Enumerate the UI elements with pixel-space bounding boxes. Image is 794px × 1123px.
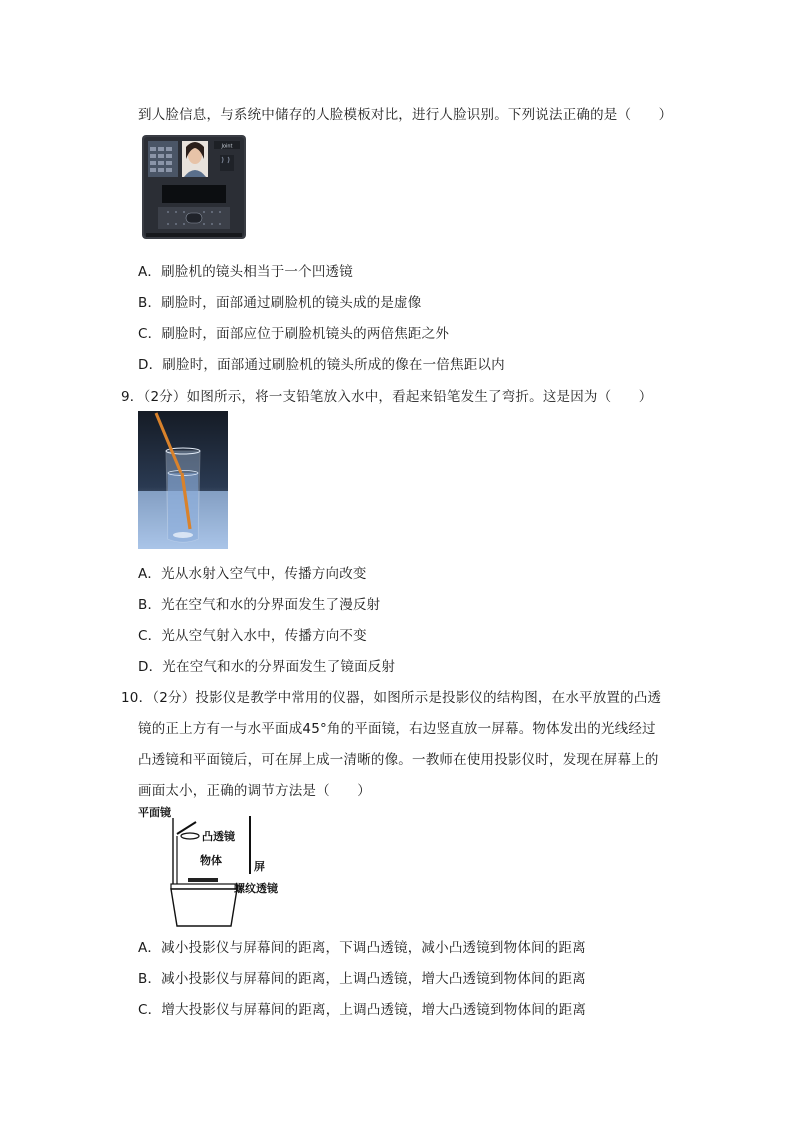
q8-option-b: B．刷脸时，面部通过刷脸机的镜头成的是虚像 (138, 295, 422, 311)
label-object: 物体 (200, 854, 222, 867)
q9-option-c: C．光从空气射入水中，传播方向不变 (138, 628, 367, 644)
q9-option-d: D．光在空气和水的分界面发生了镜面反射 (138, 659, 396, 675)
q8-option-a: A．刷脸机的镜头相当于一个凹透镜 (138, 264, 353, 280)
q9-stem: 9．（2分）如图所示，将一支铅笔放入水中，看起来铅笔发生了弯折。这是因为（ ） (121, 389, 653, 405)
projector-diagram (134, 804, 294, 928)
face-scanner-image (140, 133, 248, 241)
q8-option-d: D．刷脸时，面部通过刷脸机的镜头所成的像在一倍焦距以内 (138, 357, 505, 373)
label-screen: 屏 (254, 860, 265, 873)
label-fresnel-lens: 螺纹透镜 (234, 882, 278, 895)
q8-option-c: C．刷脸时，面部应位于刷脸机镜头的两倍焦距之外 (138, 326, 450, 342)
q10-option-c: C．增大投影仪与屏幕间的距离，上调凸透镜，增大凸透镜到物体间的距离 (138, 1002, 587, 1018)
q9-option-a: A．光从水射入空气中，传播方向改变 (138, 566, 367, 582)
svg-text:Joint: Joint (221, 143, 233, 150)
q10-stem-line-1: 10．（2分）投影仪是教学中常用的仪器，如图所示是投影仪的结构图，在水平放置的凸透 (121, 690, 662, 706)
q10-stem-line-2: 镜的正上方有一与水平面成45°角的平面镜，右边竖直放一屏幕。物体发出的光线经过 (138, 721, 656, 737)
q10-option-b: B．减小投影仪与屏幕间的距离，上调凸透镜，增大凸透镜到物体间的距离 (138, 971, 586, 987)
q9-option-b: B．光在空气和水的分界面发生了漫反射 (138, 597, 381, 613)
pencil-in-water-image (138, 411, 228, 549)
q10-option-a: A．减小投影仪与屏幕间的距离，下调凸透镜，减小凸透镜到物体间的距离 (138, 940, 586, 956)
label-plane-mirror: 平面镜 (138, 806, 171, 819)
q10-stem-line-4: 画面太小，正确的调节方法是（ ） (138, 783, 371, 799)
q8-stem-tail: 到人脸信息，与系统中储存的人脸模板对比，进行人脸识别。下列说法正确的是（ ） (138, 107, 673, 123)
label-convex-lens: 凸透镜 (202, 830, 235, 843)
q10-stem-line-3: 凸透镜和平面镜后，可在屏上成一清晰的像。一教师在使用投影仪时，发现在屏幕上的 (138, 752, 659, 768)
